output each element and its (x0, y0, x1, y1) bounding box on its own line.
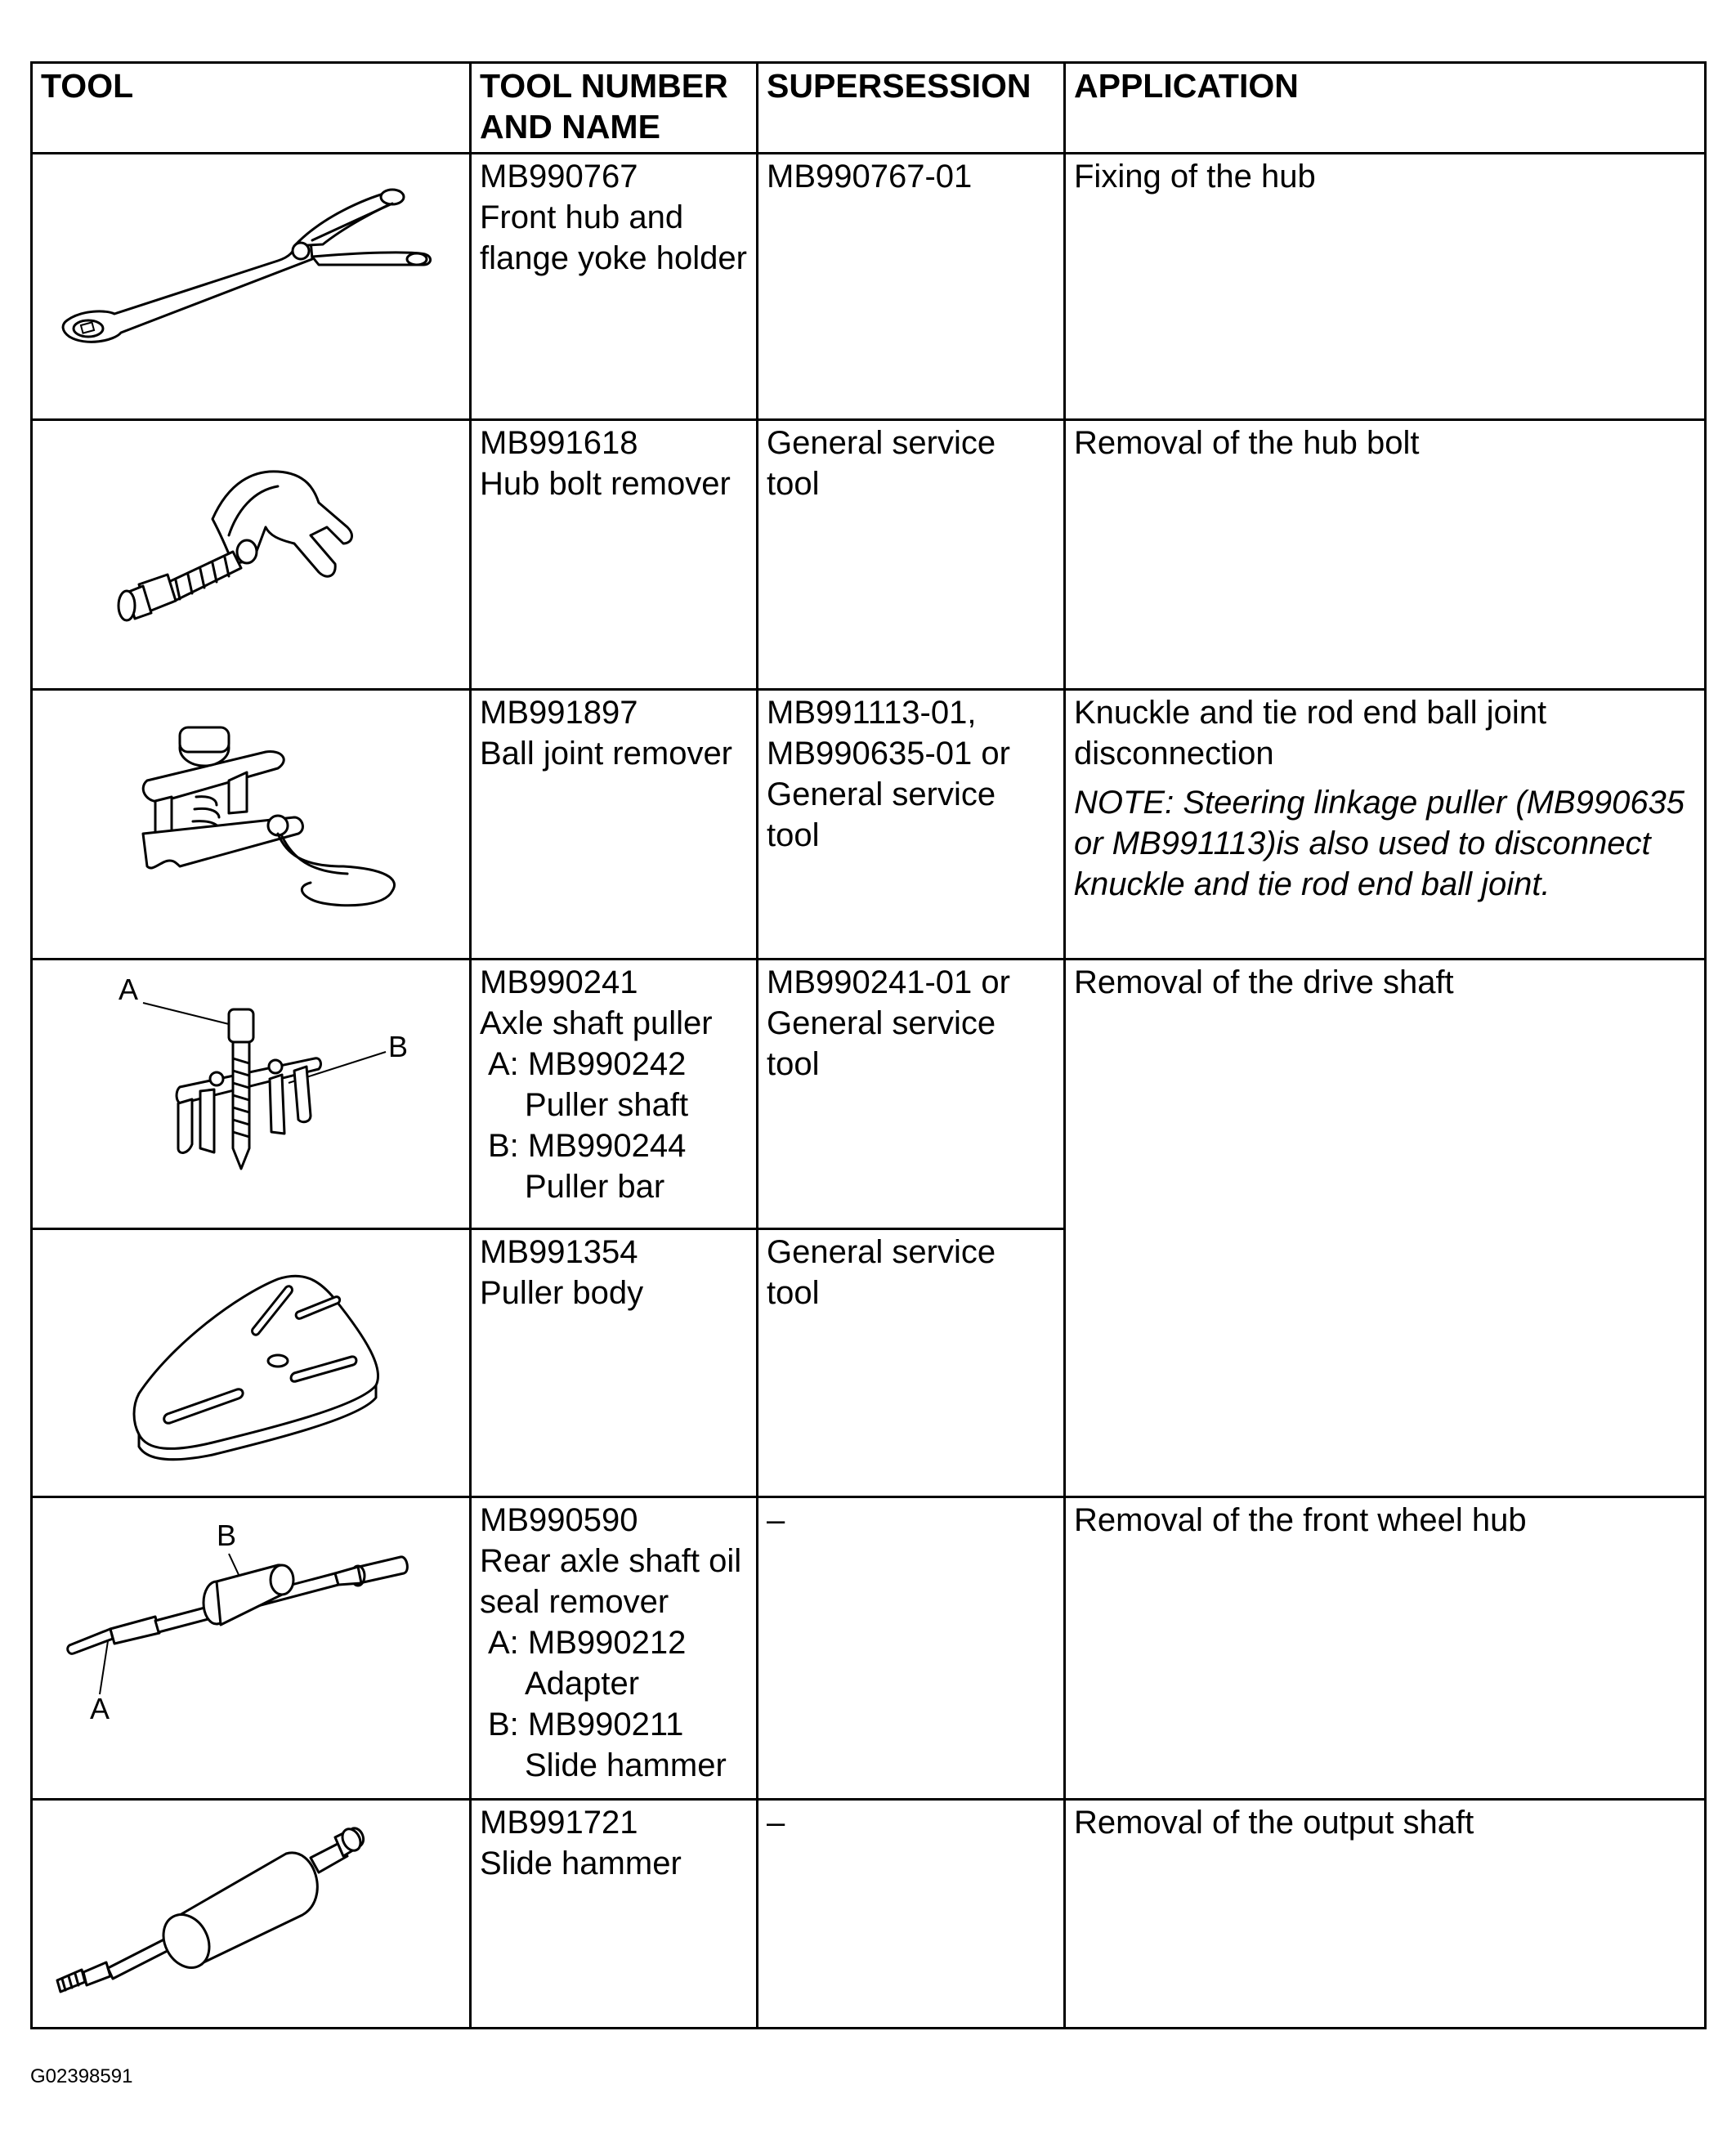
table-row (32, 960, 1706, 1229)
tool-number-name-cell (471, 690, 758, 960)
tool-number: MB991354 (480, 1234, 638, 1270)
supersession-cell (758, 690, 1065, 960)
supersession-cell (758, 960, 1065, 1229)
header-application: APPLICATION (1065, 63, 1706, 154)
tool-number: MB991618 (480, 425, 638, 461)
tool-number-name-cell (471, 1229, 758, 1497)
application-cell (1065, 690, 1706, 960)
part-b-line (480, 1704, 748, 1745)
supersession-cell (758, 1800, 1065, 2029)
table-header-row (32, 63, 1706, 154)
tool-number-name-cell (471, 1497, 758, 1800)
application-text: Fixing of the hub (1074, 159, 1316, 195)
header-supersession: SUPERSESSION (758, 63, 1065, 154)
application-text: Removal of the hub bolt (1074, 425, 1420, 461)
tool-number: MB990767 (480, 159, 638, 195)
slide-hammer-illustration (33, 1801, 467, 2024)
part-number: MB990211 (527, 1707, 684, 1743)
part-number: MB990242 (527, 1046, 687, 1082)
part-b-name: Slide hammer (525, 1747, 727, 1783)
part-a-name: Puller shaft (525, 1087, 689, 1123)
tool-name: Ball joint remover (480, 736, 733, 772)
tool-name: Slide hammer (480, 1845, 682, 1881)
tool-name: Puller body (480, 1275, 644, 1311)
tool-name: Hub bolt remover (480, 466, 731, 502)
header-tool-number-name: TOOL NUMBER AND NAME (471, 63, 758, 154)
tool-name: Axle shaft puller (480, 1005, 713, 1041)
header-tool: TOOL (32, 63, 471, 154)
special-tools-table (30, 61, 1707, 2029)
supersession-text: MB990767-01 (767, 159, 973, 195)
part-b-name: Puller bar (525, 1169, 665, 1205)
supersession-text: – (767, 1502, 785, 1538)
application-cell (1065, 154, 1706, 420)
part-label: A: (488, 1625, 519, 1661)
supersession-text: MB991113-01, MB990635-01 or General service tool (767, 695, 1010, 853)
supersession-text: – (767, 1805, 785, 1841)
application-cell (1065, 420, 1706, 690)
application-text: Removal of the drive shaft (1074, 964, 1454, 1000)
oil-seal-remover-illustration (33, 1498, 467, 1796)
hub-yoke-holder-illustration (33, 154, 467, 416)
callout-b-label: B (217, 1519, 237, 1552)
part-a-line (480, 1622, 748, 1663)
callout-a-label: A (90, 1692, 110, 1725)
table-row (32, 154, 1706, 420)
application-cell (1065, 960, 1706, 1497)
tool-number-name-cell (471, 960, 758, 1229)
application-text: Knuckle and tie rod end ball joint disconnection (1074, 695, 1547, 772)
tool-number: MB990590 (480, 1502, 638, 1538)
table-row (32, 420, 1706, 690)
tool-name: Rear axle shaft oil seal remover (480, 1543, 742, 1620)
application-text: Removal of the front wheel hub (1074, 1502, 1527, 1538)
tool-number-name-cell (471, 154, 758, 420)
supersession-cell (758, 420, 1065, 690)
tool-image-cell (32, 690, 471, 960)
figure-id: G02398591 (30, 2065, 133, 2087)
puller-body-illustration (33, 1230, 467, 1493)
supersession-text: General service tool (767, 1234, 996, 1311)
tool-image-cell (32, 420, 471, 690)
supersession-text: MB990241-01 or General service tool (767, 964, 1010, 1082)
callout-a-label: A (119, 973, 139, 1006)
tool-number: MB990241 (480, 964, 638, 1000)
part-label: B: (488, 1707, 519, 1743)
part-number: MB990212 (527, 1625, 687, 1661)
tool-image-cell (32, 960, 471, 1229)
supersession-text: General service tool (767, 425, 996, 502)
part-b-line (480, 1125, 748, 1166)
supersession-cell (758, 1497, 1065, 1800)
application-cell (1065, 1800, 1706, 2029)
tool-image-cell (32, 1497, 471, 1800)
tool-image-cell (32, 1229, 471, 1497)
part-label: A: (488, 1046, 519, 1082)
tool-number: MB991721 (480, 1805, 638, 1841)
ball-joint-remover-illustration (33, 691, 467, 955)
tool-number: MB991897 (480, 695, 638, 731)
part-number: MB990244 (527, 1128, 687, 1164)
hub-bolt-remover-illustration (33, 421, 467, 686)
application-text: Removal of the output shaft (1074, 1805, 1474, 1841)
part-a-line (480, 1044, 748, 1085)
axle-shaft-puller-illustration (33, 960, 467, 1225)
supersession-cell (758, 1229, 1065, 1497)
table-row (32, 1497, 1706, 1800)
application-cell (1065, 1497, 1706, 1800)
tool-image-cell (32, 154, 471, 420)
tool-image-cell (32, 1800, 471, 2029)
part-label: B: (488, 1128, 519, 1164)
application-note: NOTE: Steering linkage puller (MB990635 or MB991113)is also used to disconnect knuckle and tie rod end ball joint. (1074, 785, 1685, 902)
part-a-name: Adapter (525, 1666, 640, 1702)
tool-number-name-cell (471, 420, 758, 690)
supersession-cell (758, 154, 1065, 420)
tool-number-name-cell (471, 1800, 758, 2029)
table-row (32, 690, 1706, 960)
table-row (32, 1800, 1706, 2029)
callout-b-label: B (388, 1030, 409, 1063)
tool-name: Front hub and flange yoke holder (480, 199, 747, 276)
